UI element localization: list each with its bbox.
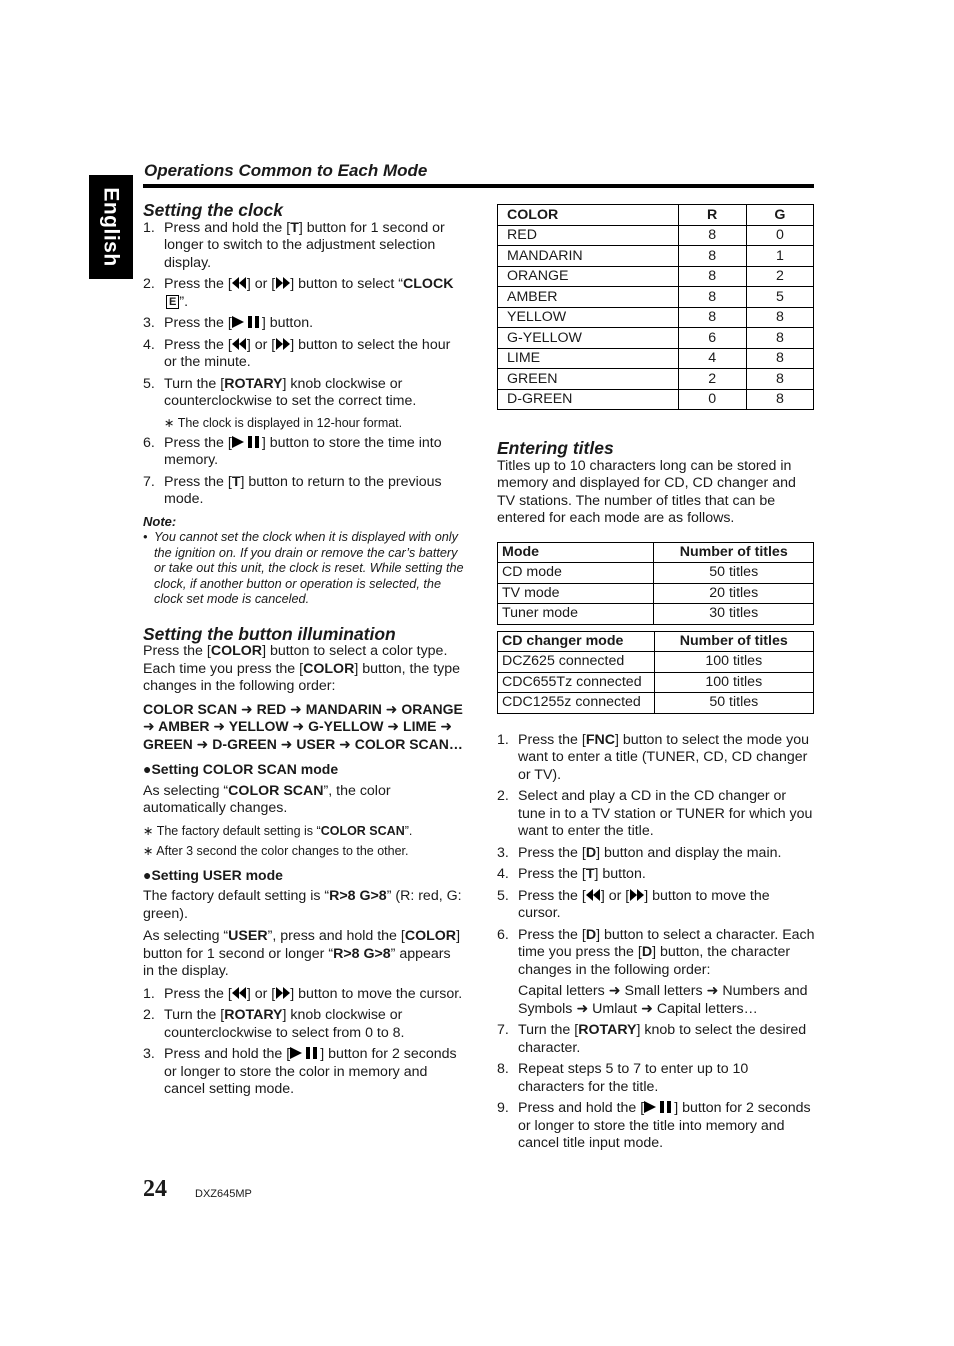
color-table-header-g: G (746, 205, 813, 226)
step-number: 6. (143, 434, 155, 451)
illumination-step (143, 1046, 465, 1099)
title-step (497, 1061, 815, 1096)
table-cell: LIME (498, 348, 679, 369)
previous-icon (232, 987, 247, 999)
step-text: Select and play a CD in the CD changer or tune in to a TV station or TUNER for which you want to enter the title. (518, 788, 813, 839)
step-text: Press and hold the [ ] button for 2 seconds or longer to store the title into memory and cancel title input mode. (518, 1100, 811, 1151)
clock-step (143, 474, 465, 509)
step-text: Press and hold the [T] button for 1 second or longer to switch to the adjustment selection display. (164, 219, 445, 271)
step-text: Press the [D] button to select a character. Each time you press the [D] button, the character changes in the following order: (518, 926, 815, 978)
step-text: Repeat steps 5 to 7 to enter up to 10 characters for the title. (518, 1061, 749, 1095)
table-cell: 8 (746, 348, 813, 369)
mode-table-header-count: Number of titles (654, 542, 814, 563)
illumination-steps (143, 986, 465, 1099)
next-icon (629, 889, 644, 901)
color-table (497, 204, 814, 410)
play-pause-icon (232, 316, 262, 328)
clock-step (143, 315, 465, 333)
step-text: Turn the [ROTARY] knob clockwise or counterclockwise to select from 0 to 8. (164, 1007, 405, 1041)
table-cell: 1 (746, 246, 813, 267)
color-table-header-r: R (678, 205, 746, 226)
table-row (498, 246, 814, 267)
user-mode-text: As selecting “USER”, press and hold the [COLOR] button for 1 second or longer “R>8 G>8” appears in the display. (143, 928, 461, 979)
step-number: 3. (497, 844, 509, 861)
title-step (497, 888, 815, 923)
title-step (497, 845, 815, 863)
table-cell: 5 (746, 287, 813, 308)
table-row (498, 563, 814, 584)
step-number: 7. (143, 473, 155, 490)
model-number: DXZ645MP (195, 1188, 252, 1200)
table-row (498, 307, 814, 328)
color-scan-heading: ●Setting COLOR SCAN mode (143, 761, 339, 777)
table-cell: 50 titles (654, 563, 814, 584)
step-text: Press and hold the [ ] button for 2 seconds or longer to store the color in memory and cancel setting mode. (164, 1046, 457, 1097)
step-text: Press the [D] button and display the main. (518, 844, 782, 861)
illumination-step (143, 986, 465, 1004)
table-cell: 8 (678, 266, 746, 287)
mode-table (497, 542, 814, 625)
table-cell: D-GREEN (498, 389, 679, 410)
table-cell: 50 titles (654, 693, 813, 714)
table-row (498, 225, 814, 246)
step-number: 2. (143, 276, 155, 292)
play-pause-icon (232, 436, 262, 448)
color-scan-note-default: ∗ The factory default setting is “COLOR SCAN”. (143, 823, 413, 838)
table-cell: 8 (746, 307, 813, 328)
section-rule (143, 184, 814, 188)
table-row (498, 672, 814, 693)
illumination-heading: Setting the button illumination (143, 623, 396, 644)
titles-heading: Entering titles (497, 438, 614, 458)
table-row (498, 369, 814, 390)
step-text: Turn the [ROTARY] knob to select the desired character. (518, 1022, 807, 1056)
color-scan-text: As selecting “COLOR SCAN”, the color automatically changes. (143, 782, 391, 816)
previous-icon (586, 889, 601, 901)
table-cell: RED (498, 225, 679, 246)
step-number: 5. (497, 887, 509, 904)
color-scan-note-timing: ∗ After 3 second the color changes to the other. (143, 843, 409, 858)
table-cell: DCZ625 connected (498, 652, 655, 673)
table-cell: ORANGE (498, 266, 679, 287)
step-number: 1. (497, 731, 509, 748)
table-cell: 6 (678, 328, 746, 349)
title-step (497, 788, 815, 841)
step-number: 4. (143, 336, 155, 353)
step-number: 5. (143, 375, 155, 392)
table-cell: CDC1255z connected (498, 693, 655, 714)
language-tab-label: English (100, 187, 123, 267)
table-row (498, 604, 814, 625)
table-cell: 8 (746, 369, 813, 390)
step-number: 2. (143, 1007, 155, 1023)
table-cell: Tuner mode (498, 604, 654, 625)
step-number: 3. (143, 315, 155, 331)
clock-e-icon: E (166, 295, 179, 309)
table-cell: 8 (678, 307, 746, 328)
changer-table-header-mode: CD changer mode (498, 631, 655, 652)
table-cell: 4 (678, 348, 746, 369)
table-cell: 0 (746, 225, 813, 246)
next-icon (275, 277, 290, 289)
step-text: Press the [ ] or [ ] button to select “CLOCK E ”. (164, 276, 454, 310)
table-cell: YELLOW (498, 307, 679, 328)
title-step (497, 1022, 815, 1057)
step-number: 1. (143, 219, 155, 236)
table-cell: 8 (678, 246, 746, 267)
clock-steps (143, 220, 465, 509)
table-cell: 8 (678, 287, 746, 308)
table-cell: 20 titles (654, 583, 814, 604)
note-label: Note: (143, 513, 177, 529)
step-text: Turn the [ROTARY] knob clockwise or counterclockwise to set the correct time. (164, 375, 417, 409)
clock-step (143, 435, 465, 470)
note-body: You cannot set the clock when it is displayed with only the ignition on. If you drain or remove the car’s battery or take out this unit, the clock is reset. While setting the clock, if another button or operation is selected, the clock set mode is canceled. (154, 530, 464, 606)
step-text: Press the [ ] or [ ] button to select the hour or the minute. (164, 336, 451, 370)
table-cell: 2 (678, 369, 746, 390)
clock-heading: Setting the clock (143, 200, 284, 220)
left-column (143, 202, 465, 1103)
color-sequence: COLOR SCAN ➜ RED ➜ MANDARIN ➜ ORANGE ➜ AMBER ➜ YELLOW ➜ G-YELLOW ➜ LIME ➜ GREEN ➜ D-GREEN ➜ USER ➜ COLOR SCAN… (143, 700, 463, 752)
table-cell: 8 (678, 225, 746, 246)
right-column (497, 440, 815, 1157)
clock-step (143, 376, 465, 431)
clock-step (143, 276, 465, 311)
table-row (498, 693, 814, 714)
step-text: Press the [T] button. (518, 866, 646, 882)
step-text: Press the [ ] or [ ] button to move the cursor. (518, 887, 770, 921)
step-number: 7. (497, 1022, 509, 1038)
step-number: 8. (497, 1061, 509, 1077)
table-row (498, 328, 814, 349)
play-pause-icon (290, 1047, 320, 1059)
step-number: 3. (143, 1046, 155, 1062)
changer-table-header-count: Number of titles (654, 631, 813, 652)
title-step (497, 866, 815, 884)
table-cell: G-YELLOW (498, 328, 679, 349)
illumination-intro: Press the [COLOR] button to select a color type. Each time you press the [COLOR] button, the type changes in the following order: (143, 643, 461, 694)
illumination-step (143, 1007, 465, 1042)
table-cell: CD mode (498, 563, 654, 584)
table-row (498, 389, 814, 410)
step-note: ∗ The clock is displayed in 12-hour format. (164, 415, 403, 430)
step-number: 9. (497, 1100, 509, 1116)
title-step (497, 1100, 815, 1153)
color-table-header-color: COLOR (498, 205, 679, 226)
table-cell: CDC655Tz connected (498, 672, 655, 693)
table-cell: 0 (678, 389, 746, 410)
title-step (497, 732, 815, 785)
changer-table (497, 631, 814, 714)
note-bullet: • (143, 530, 148, 544)
table-row (498, 348, 814, 369)
next-icon (275, 987, 290, 999)
step-subtext: Capital letters ➜ Small letters ➜ Numbers and Symbols ➜ Umlaut ➜ Capital letters… (518, 983, 808, 1017)
table-cell: AMBER (498, 287, 679, 308)
clock-step (143, 220, 465, 273)
table-cell: 100 titles (654, 652, 813, 673)
step-number: 6. (497, 926, 509, 943)
step-number: 4. (497, 866, 509, 882)
color-table-wrap (497, 204, 814, 410)
next-icon (275, 338, 290, 350)
table-cell: TV mode (498, 583, 654, 604)
table-cell: 2 (746, 266, 813, 287)
step-text: Press the [ ] button to store the time into memory. (164, 434, 442, 468)
step-text: Press the [ ] or [ ] button to move the cursor. (164, 985, 463, 1002)
language-tab (89, 175, 133, 279)
table-cell: 30 titles (654, 604, 814, 625)
title-step (497, 927, 815, 1019)
step-text: Press the [ ] button. (164, 315, 314, 331)
user-mode-heading: ●Setting USER mode (143, 866, 283, 883)
clock-step (143, 337, 465, 372)
table-row (498, 287, 814, 308)
previous-icon (232, 277, 247, 289)
table-row (498, 583, 814, 604)
section-title: Operations Common to Each Mode (144, 161, 428, 180)
play-pause-icon (644, 1101, 674, 1113)
title-steps (497, 732, 815, 1153)
note-text (143, 530, 465, 608)
table-cell: 100 titles (654, 672, 813, 693)
step-text: Press the [T] button to return to the previous mode. (164, 473, 442, 507)
mode-table-header-mode: Mode (498, 542, 654, 563)
table-cell: 8 (746, 389, 813, 410)
table-row (498, 652, 814, 673)
table-row (498, 266, 814, 287)
user-mode-default-text: The factory default setting is “R>8 G>8” (R: red, G: green). (143, 888, 462, 922)
table-cell: 8 (746, 328, 813, 349)
step-number: 1. (143, 985, 155, 1002)
previous-icon (232, 338, 247, 350)
table-cell: MANDARIN (498, 246, 679, 267)
step-number: 2. (497, 788, 509, 804)
titles-intro: Titles up to 10 characters long can be stored in memory and displayed for CD, CD changer and TV stations. The number of titles that can be entered for each mode are as follows. (497, 457, 796, 526)
page-number: 24 (143, 1176, 167, 1202)
table-cell: GREEN (498, 369, 679, 390)
step-text: Press the [FNC] button to select the mode you want to enter a title (TUNER, CD, CD changer or TV). (518, 731, 810, 783)
